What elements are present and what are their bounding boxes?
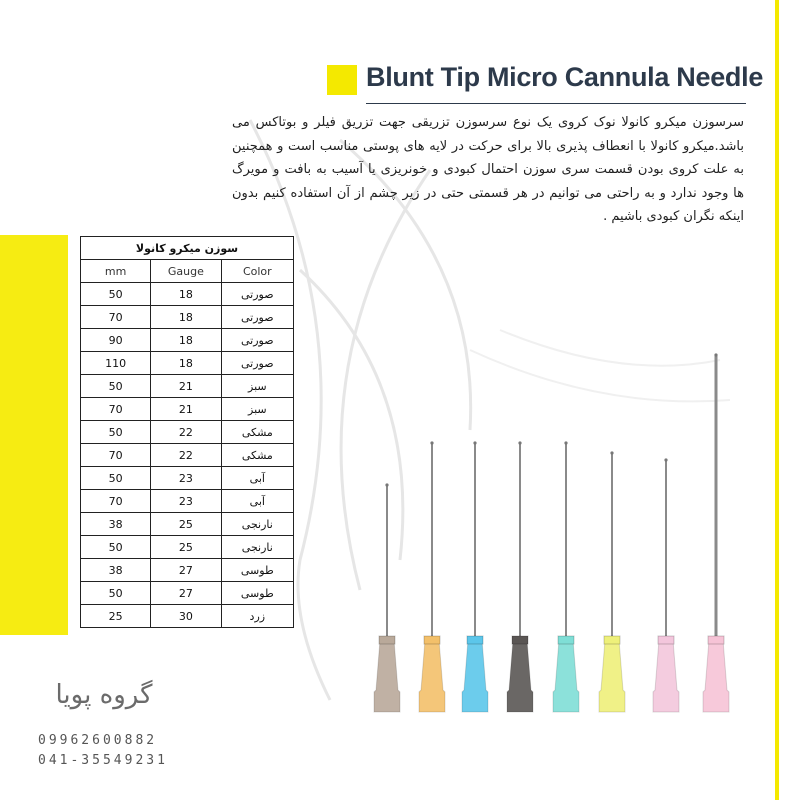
cell-gauge: 22 — [151, 444, 221, 467]
table-row — [81, 444, 294, 467]
cell-color: مشکی — [221, 444, 293, 467]
table-row — [81, 536, 294, 559]
cell-mm: 70 — [81, 398, 151, 421]
cell-gauge: 25 — [151, 513, 221, 536]
table-row — [81, 559, 294, 582]
cell-color: نارنجی — [221, 536, 293, 559]
cell-color: طوسی — [221, 559, 293, 582]
cell-gauge: 18 — [151, 306, 221, 329]
needle-1 — [374, 483, 400, 712]
cell-mm: 70 — [81, 444, 151, 467]
needle-6 — [599, 451, 625, 712]
cell-color: صورتی — [221, 329, 293, 352]
table-row — [81, 467, 294, 490]
cell-color: سبز — [221, 375, 293, 398]
needle-2 — [419, 441, 445, 712]
phone-landline: 041-35549231 — [38, 753, 168, 768]
cell-gauge: 18 — [151, 329, 221, 352]
cell-mm: 50 — [81, 582, 151, 605]
needle-7 — [653, 458, 679, 712]
table-row — [81, 398, 294, 421]
cell-color: صورتی — [221, 283, 293, 306]
cell-mm: 70 — [81, 306, 151, 329]
cell-gauge: 21 — [151, 398, 221, 421]
cell-gauge: 27 — [151, 559, 221, 582]
table-row — [81, 306, 294, 329]
cell-mm: 50 — [81, 467, 151, 490]
cell-mm: 38 — [81, 559, 151, 582]
cell-mm: 25 — [81, 605, 151, 628]
cell-gauge: 23 — [151, 490, 221, 513]
cell-gauge: 22 — [151, 421, 221, 444]
table-row — [81, 490, 294, 513]
spec-table — [80, 236, 294, 628]
cell-color: نارنجی — [221, 513, 293, 536]
cell-color: مشکی — [221, 421, 293, 444]
brand-logo: گروه پویا — [55, 680, 153, 710]
cell-color: طوسی — [221, 582, 293, 605]
needle-4 — [507, 441, 533, 712]
cell-color: آبی — [221, 467, 293, 490]
cell-gauge: 18 — [151, 352, 221, 375]
table-row — [81, 283, 294, 306]
page-title: Blunt Tip Micro Cannula Needle — [366, 62, 764, 92]
header-mm: mm — [81, 260, 151, 283]
cell-gauge: 25 — [151, 536, 221, 559]
cell-gauge: 21 — [151, 375, 221, 398]
cell-mm: 50 — [81, 375, 151, 398]
cell-color: آبی — [221, 490, 293, 513]
cell-color: صورتی — [221, 306, 293, 329]
cell-mm: 50 — [81, 536, 151, 559]
cell-mm: 38 — [81, 513, 151, 536]
cell-mm: 70 — [81, 490, 151, 513]
cell-color: سبز — [221, 398, 293, 421]
table-row — [81, 605, 294, 628]
cell-mm: 50 — [81, 283, 151, 306]
header-color: Color — [221, 260, 293, 283]
title-marker — [327, 65, 357, 95]
cell-gauge: 27 — [151, 582, 221, 605]
cell-mm: 50 — [81, 421, 151, 444]
title-underline — [366, 103, 746, 104]
table-row — [81, 375, 294, 398]
cell-mm: 110 — [81, 352, 151, 375]
table-row — [81, 582, 294, 605]
cell-gauge: 18 — [151, 283, 221, 306]
needle-8 — [703, 353, 729, 712]
table-row — [81, 352, 294, 375]
cell-color: صورتی — [221, 352, 293, 375]
table-row — [81, 421, 294, 444]
cell-gauge: 23 — [151, 467, 221, 490]
cell-gauge: 30 — [151, 605, 221, 628]
needle-5 — [553, 441, 579, 712]
phone-mobile: 09962600882 — [38, 733, 158, 748]
table-caption: سوزن میکرو کانولا — [81, 237, 294, 260]
needle-3 — [462, 441, 488, 712]
needles-illustration — [350, 340, 740, 730]
header-gauge: Gauge — [151, 260, 221, 283]
product-description: سرسوزن میکرو کانولا نوک کروی یک نوع سرسوزن تزریقی جهت تزریق فیلر و بوتاکس می باشد.میکرو کانولا با انعطاف پذیری بالا برای حرکت در لایه های پوستی مناسب است و همچنین به علت کروی بودن قسمت سری سوزن احتمال کبودی و خونریزی یا آسیب به بافت و مویرگ ها وجود ندارد و به راحتی می توانیم در هر قسمتی حتی در زیر چشم از آن استفاده کنیم بدون اینکه نگران کبودی باشیم . — [232, 115, 744, 224]
table-row — [81, 329, 294, 352]
table-row — [81, 513, 294, 536]
cell-color: زرد — [221, 605, 293, 628]
cell-mm: 90 — [81, 329, 151, 352]
